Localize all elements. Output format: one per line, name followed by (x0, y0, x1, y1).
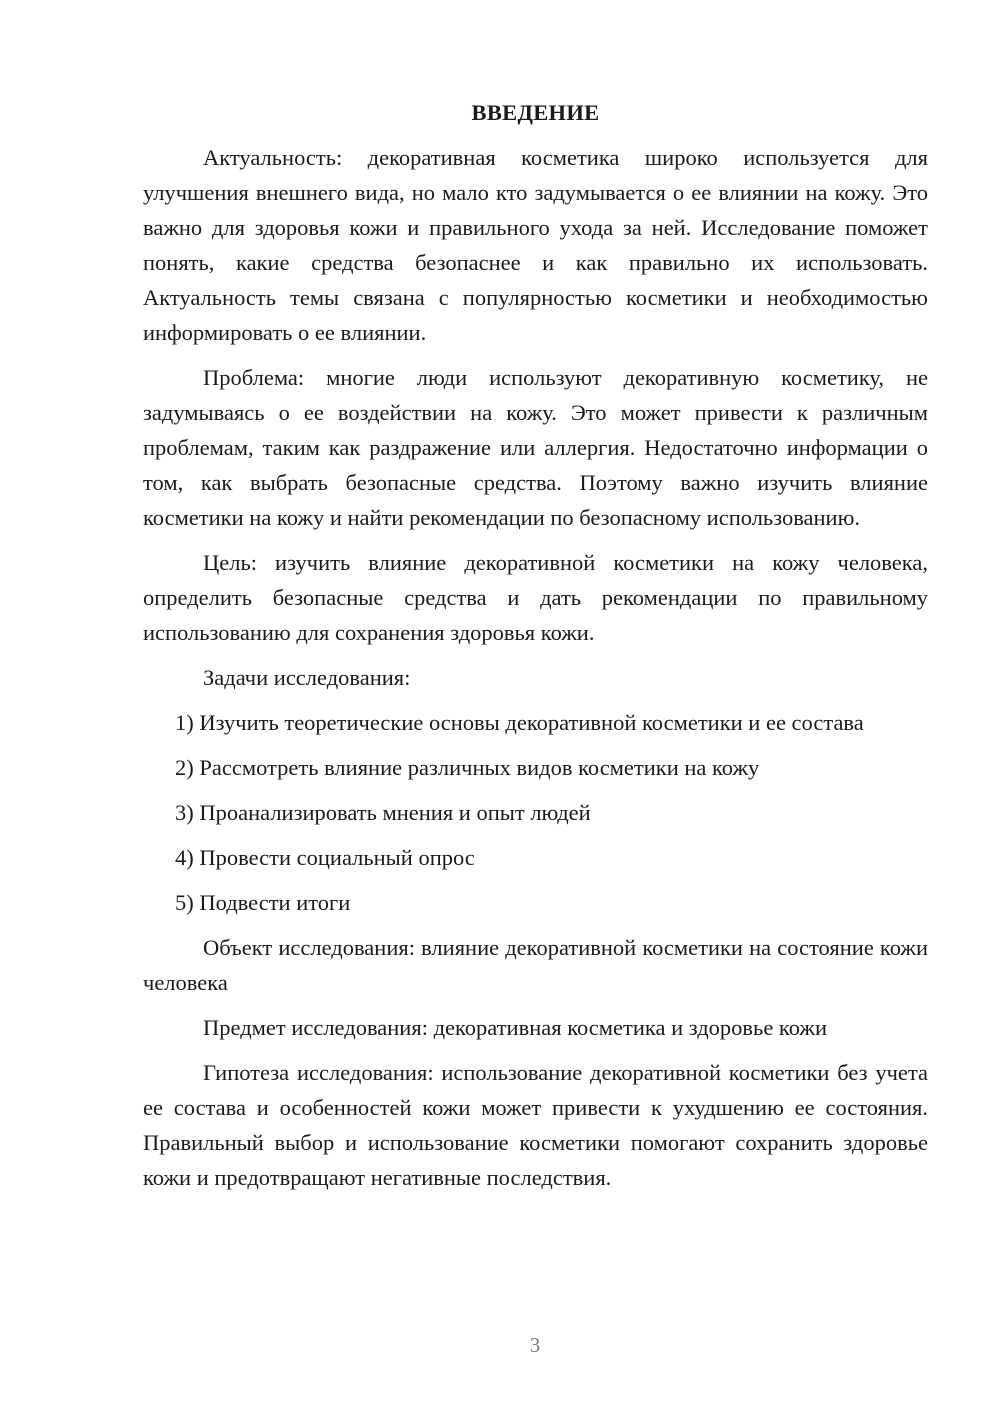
page-content (143, 95, 928, 1205)
subject-paragraph: Предмет исследования: декоративная косметика и здоровье кожи (203, 1015, 827, 1040)
goal-paragraph: Цель: изучить влияние декоративной косметики на кожу человека, определить безопасные средства и дать рекомендации по правильному использованию для сохранения здоровья кожи. (143, 550, 928, 645)
object-paragraph: Объект исследования: влияние декоративной косметики на состояние кожи человека (143, 935, 928, 995)
task-item-5: 5) Подвести итоги (175, 890, 351, 915)
task-item-3: 3) Проанализировать мнения и опыт людей (175, 800, 591, 825)
page-title: ВВЕДЕНИЕ (471, 100, 600, 125)
task-item-4: 4) Провести социальный опрос (175, 845, 475, 870)
task-item-1: 1) Изучить теоретические основы декоративной косметики и ее состава (175, 710, 864, 735)
problem-paragraph: Проблема: многие люди используют декоративную косметику, не задумываясь о ее воздействии на кожу. Это может привести к различным проблемам, таким как раздражение или аллергия. Недостаточно информации о том, как выбрать безопасные средства. Поэтому важно изучить влияние косметики на кожу и найти рекомендации по безопасному использованию. (143, 365, 928, 530)
hypothesis-paragraph: Гипотеза исследования: использование декоративной косметики без учета ее состава и особенностей кожи может привести к ухудшению ее состояния. Правильный выбор и использование косметики помогают сохранить здоровье кожи и предотвращают негативные последствия. (143, 1060, 928, 1190)
task-item-2: 2) Рассмотреть влияние различных видов косметики на кожу (175, 755, 760, 780)
tasks-heading: Задачи исследования: (203, 665, 411, 690)
relevance-paragraph: Актуальность: декоративная косметика широко используется для улучшения внешнего вида, но мало кто задумывается о ее влиянии на кожу. Это важно для здоровья кожи и правильного ухода за ней. Исследование поможет понять, какие средства безопаснее и как правильно их использовать. Актуальность темы связана с популярностью косметики и необходимостью информировать о ее влиянии. (143, 145, 928, 345)
page-number: 3 (529, 1333, 541, 1357)
